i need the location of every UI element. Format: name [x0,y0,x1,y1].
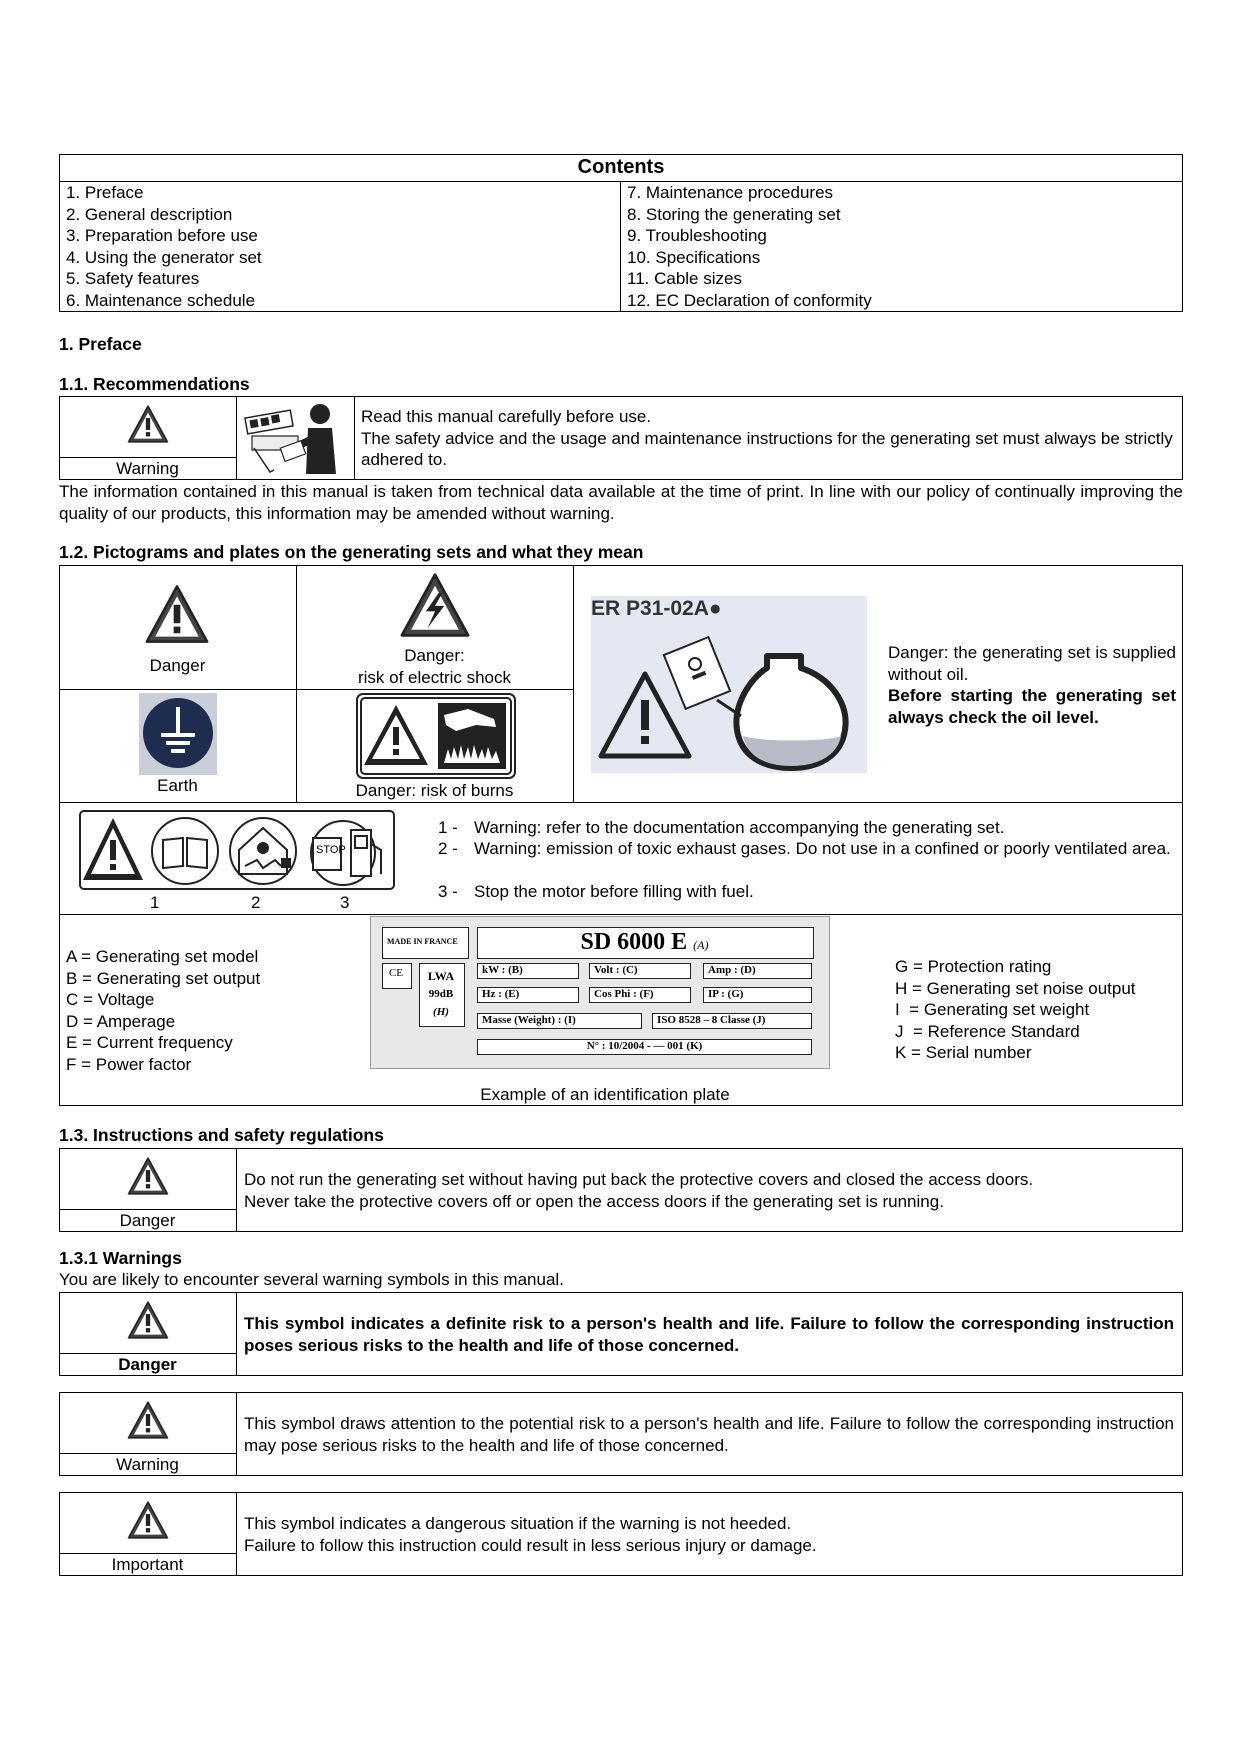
contents-left [66,182,262,311]
toc-item[interactable]: 10. Specifications [627,247,761,267]
burns-icon [356,693,516,779]
picto-num-1: 1 [150,893,160,912]
danger-icon [143,583,211,645]
plate-hz: Hz : (E) [477,987,579,1003]
danger-icon [126,1156,170,1196]
warnings-intro: You are likely to encounter several warning symbols in this manual. [59,1270,564,1289]
danger-text: This symbol indicates a definite risk to a person's health and life. Failure to follow the corresponding instruction poses serious risks to the health and life of those concerned. [244,1314,1174,1355]
preface-info: The information contained in this manual is taken from technical data available at the time of print. In line with our policy of continually improving the quality of our products, this information may be amended without warning. [59,482,1183,523]
toc-item[interactable]: 2. General description [66,204,233,224]
preface-heading: 1. Preface [59,334,142,354]
warning-label: Warning [116,459,179,478]
toc-item[interactable]: 4. Using the generator set [66,247,262,267]
plate-model: SD 6000 E (A) [580,929,709,955]
plate-ip: IP : (G) [703,987,812,1003]
picto-item-1: 1 - Warning: refer to the documentation accompanying the generating set. [438,818,1005,837]
warning-label: Warning [116,1455,179,1474]
earth-icon [139,693,217,775]
oil-level-icon [591,596,867,773]
stop-word: STOP [316,844,346,856]
contents-title: Contents [577,156,665,178]
pictograms-heading: 1.2. Pictograms and plates on the generating sets and what they mean [59,542,644,562]
warnings-heading: 1.3.1 Warnings [59,1248,182,1268]
picto-item-2: 2 - Warning: emission of toxic exhaust gases. Do not use in a confined or poorly ventilated area. [438,839,1171,858]
plate-weight: Masse (Weight) : (I) [477,1013,642,1029]
important-icon [126,1500,170,1540]
electric-shock-icon [397,571,473,639]
warning-icon [126,404,170,444]
toc-item[interactable]: 8. Storing the generating set [627,204,841,224]
warning-pictograms-strip [79,810,395,890]
recommendations-text [361,406,1176,471]
toc-item[interactable]: 3. Preparation before use [66,226,258,245]
oil-code: ER P31-02A● [591,597,722,620]
important-text: This symbol indicates a dangerous situation if the warning is not heeded. Failure to follow this instruction could result in less serious injury or damage. [244,1514,817,1555]
important-label: Important [111,1555,184,1574]
rec-line: The safety advice and the usage and maintenance instructions for the generating set must always be strictly adhered to. [361,428,1173,469]
toc-item[interactable]: 12. EC Declaration of conformity [627,290,872,310]
plate-ce: CE [388,967,404,979]
plate-amp: Amp : (D) [703,963,812,979]
picto-num-3: 3 [340,893,350,912]
danger-label: Danger [119,1211,176,1230]
instructions-heading: 1.3. Instructions and safety regulations [59,1125,384,1145]
toc-item[interactable]: 7. Maintenance procedures [627,183,834,202]
picto-item-3: 3 - Stop the motor before filling with fuel. [438,882,754,901]
earth-label: Earth [157,776,198,795]
picto-num-2: 2 [251,893,261,912]
plate-cos-phi: Cos Phi : (F) [589,987,691,1003]
identification-plate [370,916,830,1069]
danger-label: Danger [118,1355,177,1374]
toc-item[interactable]: 6. Maintenance schedule [66,290,256,310]
toc-item[interactable]: 11. Cable sizes [627,269,742,288]
plate-legend-right: G = Protection rating H = Generating set noise output I = Generating set weight J = Reference Standard K = Serial number [895,957,1136,1062]
toc-item[interactable]: 9. Troubleshooting [627,226,767,245]
toc-item[interactable]: 5. Safety features [66,269,200,288]
plate-serial: N° : 10/2004 - — 001 (K) [477,1039,812,1055]
plate-iso: ISO 8528 – 8 Classe (J) [652,1013,812,1029]
danger-label: Danger [149,656,206,675]
warning-text: This symbol draws attention to the potential risk to a person's health and life. Failure to follow the corresponding instruction may pose serious risks to the health and life of those concerned. [244,1414,1174,1455]
plate-volt: Volt : (C) [589,963,691,979]
contents-right [627,182,872,311]
toc-item[interactable]: 1. Preface [66,183,144,202]
rec-line: Read this manual carefully before use. [361,407,652,426]
plate-legend-left: A = Generating set model B = Generating set output C = Voltage D = Amperage E = Current frequency F = Power factor [66,947,261,1074]
plate-caption: Example of an identification plate [480,1085,730,1104]
burns-label: Danger: risk of burns [355,781,514,800]
instructions-text: Do not run the generating set without having put back the protective covers and closed the access doors. Never take the protective covers off or open the access doors if the generating set is running. [244,1170,1034,1211]
plate-lwa: LWA 99dB (H) [427,969,455,1018]
recommendations-heading: 1.1. Recommendations [59,374,250,394]
danger-icon [126,1300,170,1340]
oil-text: Danger: the generating set is supplied without oil. Before starting the generating set always check the oil level. [888,643,1176,727]
plate-made-in: MADE IN FRANCE [387,937,458,946]
plate-kw: kW : (B) [477,963,579,979]
read-manual-icon [240,400,352,478]
shock-label: Danger: risk of electric shock [357,646,512,687]
warning-icon [126,1400,170,1440]
